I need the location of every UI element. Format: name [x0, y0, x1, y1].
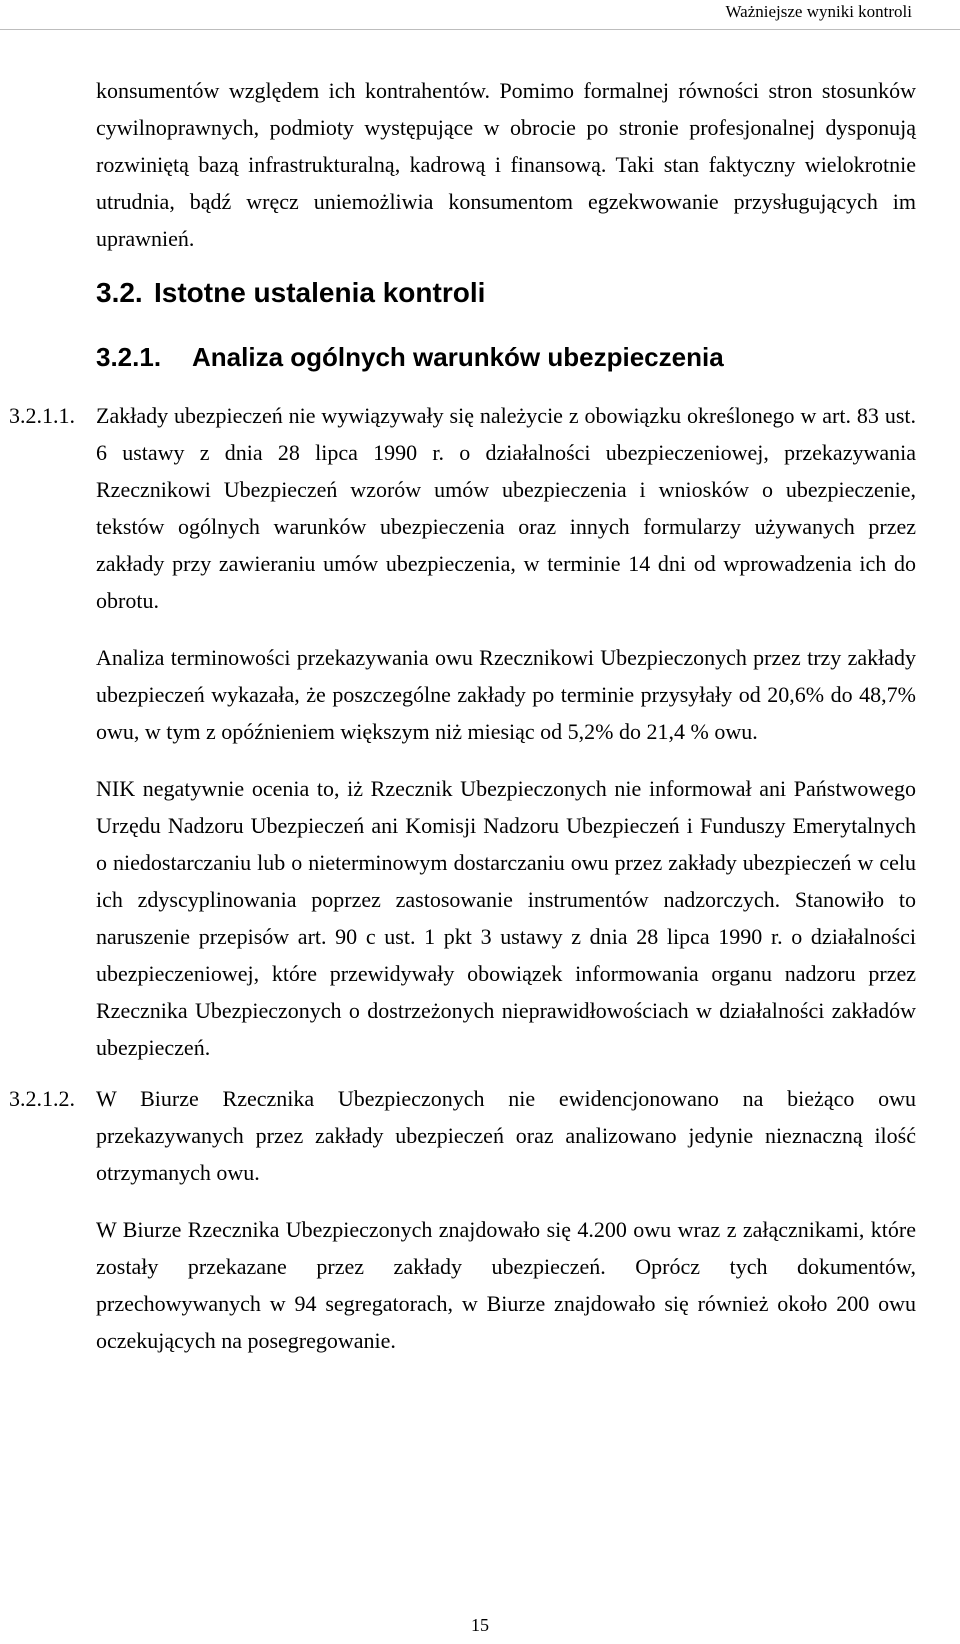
intro-paragraph: konsumentów względem ich kontrahentów. Pomimo formalnej równości stron stosunków cywilnoprawnych, podmioty występujące w obrocie po stronie profesjonalnej dysponują rozwiniętą bazą infrastrukturalną, kadrową i finansową. Taki stan faktyczny wielokrotnie utrudnia, bądź wręcz uniemożliwia konsumentom egzekwowanie przysługujących im uprawnień. [96, 78, 916, 251]
nik-assessment-paragraph: NIK negatywnie ocenia to, iż Rzecznik Ubezpieczonych nie informował ani Państwowego Urzędu Nadzoru Ubezpieczeń ani Komisji Nadzoru Ubezpieczeń i Funduszy Emerytalnych o niedostarczaniu lub o nieterminowym dostarczaniu owu przez zakłady ubezpieczeń w celu ich zdyscyplinowania poprzez zastosowanie instrumentów nadzorczych. Stanowiło to naruszenie przepisów art. 90 c ust. 1 pkt 3 ustawy z dnia 28 lipca 1990 r. o działalności ubezpieczeniowej, które przewidywały obowiązek informowania organu nadzoru przez Rzecznika Ubezpieczonych o dostrzeżonych nieprawidłowościach w działalności zakładów ubezpieczeń. [96, 776, 916, 1060]
point-text: W Biurze Rzecznika Ubezpieczonych nie ewidencjonowano na bieżąco owu przekazywanych przez zakłady ubezpieczeń oraz analizowano jedynie nieznaczną ilość otrzymanych owu. [96, 1086, 916, 1185]
section-heading [96, 271, 916, 315]
page-number: 15 [471, 1615, 489, 1635]
header-divider [0, 29, 960, 30]
running-header: Ważniejsze wyniki kontroli [725, 2, 912, 21]
page-content [0, 72, 960, 1359]
office-paragraph: W Biurze Rzecznika Ubezpieczonych znajdowało się 4.200 owu wraz z załącznikami, które zostały przekazane przez zakłady ubezpieczeń. Oprócz tych dokumentów, przechowywanych w 94 segregatorach, w Biurze znajdowało się również około 200 owu oczekujących na posegregowanie. [96, 1217, 916, 1353]
point-3-2-1-2 [9, 1080, 916, 1191]
subsection-heading [96, 337, 916, 377]
section-title: Istotne ustalenia kontroli [154, 277, 486, 308]
subsection-title: Analiza ogólnych warunków ubezpieczenia [192, 342, 724, 372]
point-number: 3.2.1.2. [9, 1086, 75, 1111]
section-number: 3.2. [96, 277, 143, 308]
point-text: Zakłady ubezpieczeń nie wywiązywały się należycie z obowiązku określonego w art. 83 ust. 6 ustawy z dnia 28 lipca 1990 r. o działalności ubezpieczeniowej, przekazywania Rzecznikowi Ubezpieczeń wzorów umów ubezpieczenia i wniosków o ubezpieczenie, tekstów ogólnych warunków ubezpieczenia oraz innych formularzy używanych przez zakłady przy zawieraniu umów ubezpieczenia, w terminie 14 dni od wprowadzenia ich do obrotu. [96, 403, 916, 613]
subsection-number: 3.2.1. [96, 342, 162, 372]
point-3-2-1-1 [9, 397, 916, 619]
point-number: 3.2.1.1. [9, 403, 75, 428]
analysis-paragraph: Analiza terminowości przekazywania owu Rzecznikowi Ubezpieczonych przez trzy zakłady ubezpieczeń wykazała, że poszczególne zakłady po terminie przysyłały od 20,6% do 48,7% owu, w tym z opóźnieniem większym niż miesiąc od 5,2% do 21,4 % owu. [96, 645, 916, 744]
